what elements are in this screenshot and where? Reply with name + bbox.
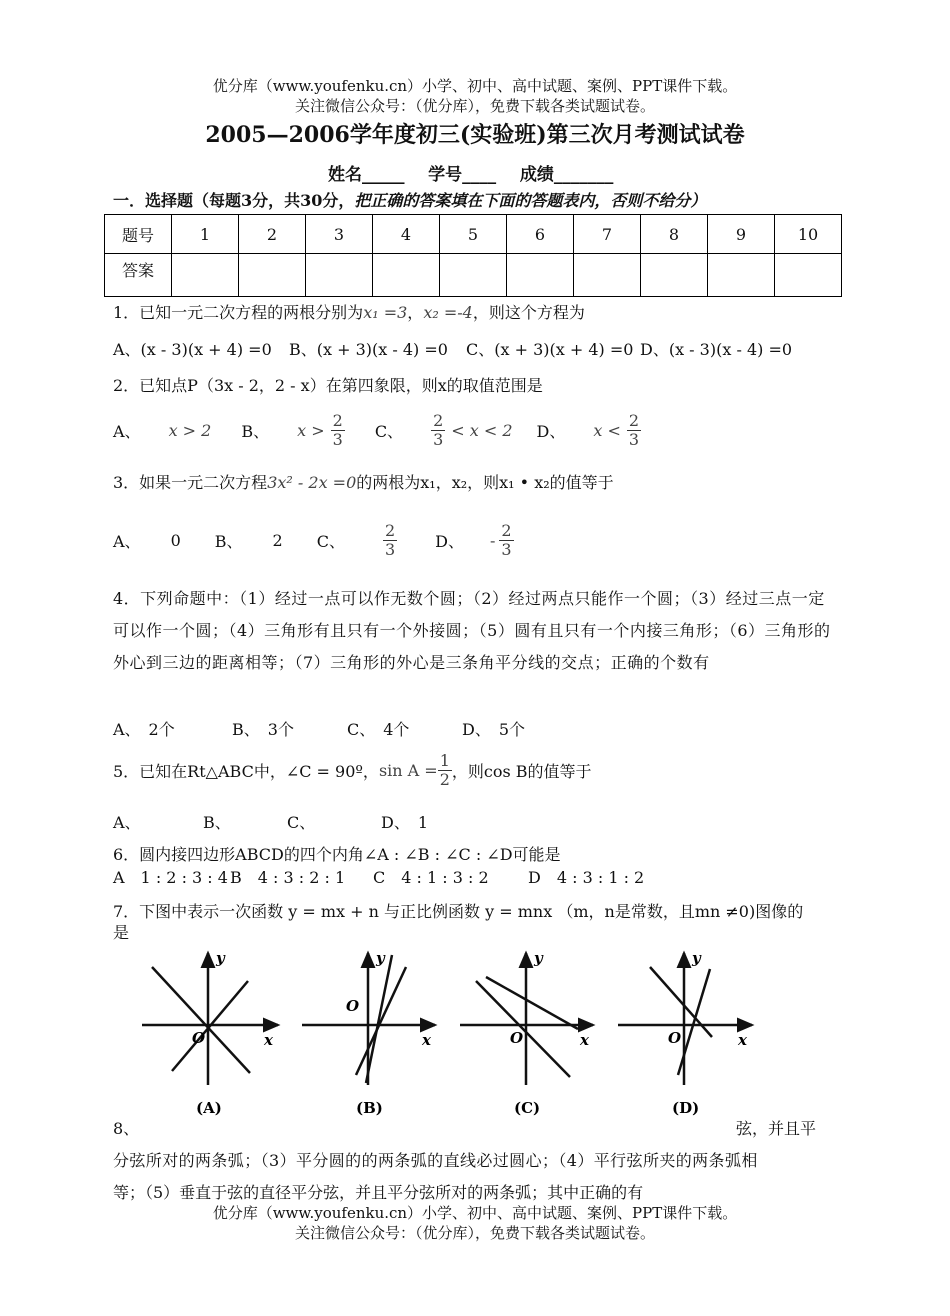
answer-table-number: 1 [172, 215, 239, 254]
graph-b-x-label: x [422, 1031, 431, 1049]
graph-d-y-label: y [692, 949, 701, 967]
answer-table-number: 5 [440, 215, 507, 254]
section-1-heading-plain: 一．选择题（每题3分，共30分， [113, 191, 355, 210]
graph-b[interactable] [302, 949, 435, 1117]
q2-option-c-frac-den: 3 [433, 429, 444, 449]
q1-stem-a: 1．已知一元二次方程的两根分别为 [113, 303, 364, 322]
q7-stem-line1: 7．下图中表示一次函数 y = mx + n 与正比例函数 y = mnx （m，n是常数，且mn ≠0)图像的 [113, 902, 804, 921]
q4-option-c: C、 4个 [347, 720, 410, 739]
q1-x1: x₁ =3 [363, 303, 408, 322]
q5-fraction [438, 752, 452, 789]
graph-a-line-1 [152, 967, 250, 1073]
q3-stem [113, 470, 614, 493]
graph-c-line-1 [486, 977, 578, 1029]
graph-c-origin-label: O [510, 1029, 524, 1047]
answer-table-answer-row [105, 254, 842, 297]
q2-option-c-fraction [431, 412, 445, 449]
graph-d-origin-label: O [668, 1029, 682, 1047]
graph-d-x-label: x [738, 1031, 747, 1049]
answer-table [104, 214, 842, 297]
q5-option-b: B、 [203, 813, 231, 832]
graph-b-caption: (B) [356, 1099, 383, 1117]
q3-option-b-label: B、 [214, 531, 243, 551]
q7-stem-line2: 是 [113, 923, 130, 942]
q8-line-2: 分弦所对的两条弧；（3）平分圆的的两条弧的直线必过圆心；（4）平行弦所夹的两条弧相 [113, 1151, 758, 1170]
graph-a-origin-label: O [192, 1029, 206, 1047]
q5-frac-den: 2 [439, 769, 450, 789]
answer-cell[interactable] [775, 254, 842, 297]
q5-stem-b: ，则cos B的值等于 [451, 761, 592, 781]
q3-stem-b: 的两根为x₁，x₂，则x₁ • x₂的值等于 [356, 473, 614, 492]
q3-stem-a: 3．如果一元二次方程 [113, 473, 268, 492]
q2-option-a-expr: x > 2 [168, 420, 212, 440]
answer-cell[interactable] [306, 254, 373, 297]
graph-b-line-1 [366, 955, 392, 1083]
footer-line-1: 优分库（www.youfenku.cn）小学、初中、高中试题、案例、PPT课件下载。 [212, 1204, 738, 1222]
graph-c-y-label: y [534, 949, 543, 967]
q3-option-d-sign: - [489, 530, 496, 550]
q2-option-b-expr: x > [297, 420, 325, 440]
answer-cell[interactable] [641, 254, 708, 297]
q2-option-c-expr: < x < 2 [451, 420, 513, 440]
header-line-1: 优分库（www.youfenku.cn）小学、初中、高中试题、案例、PPT课件下载。 [212, 77, 738, 95]
section-1-heading [113, 188, 706, 211]
q7-graphs [130, 945, 770, 1120]
graph-d-line-1 [650, 967, 712, 1037]
q6-option-c: C 4 : 1 : 3 : 2 [373, 868, 489, 887]
graph-a[interactable] [142, 949, 278, 1117]
q2-option-d-frac-den: 3 [628, 429, 640, 449]
q6-stem: 6．圆内接四边形ABCD的四个内角∠A : ∠B : ∠C : ∠D可能是 [113, 845, 561, 864]
q5-stem-a: 5．已知在Rt△ABC中，∠C = 90º， [113, 761, 379, 781]
answer-cell[interactable] [172, 254, 239, 297]
section-1-heading-italic: 把正确的答案填在下面的答题表内，否则不给分） [354, 191, 707, 210]
answer-table-number-row [105, 215, 842, 254]
answer-table-number: 8 [641, 215, 708, 254]
graph-d[interactable] [618, 949, 752, 1117]
q2-option-b-label: B、 [241, 421, 270, 441]
q4-option-b: B、 3个 [232, 720, 294, 739]
q3-option-c-frac-den: 3 [384, 539, 396, 559]
answer-cell[interactable] [440, 254, 507, 297]
q2-option-d-expr: x < [593, 420, 621, 440]
answer-cell[interactable] [373, 254, 440, 297]
q3-option-d-frac-num: 2 [501, 520, 512, 540]
graph-b-line-2 [356, 967, 406, 1075]
graph-d-caption: (D) [672, 1099, 700, 1117]
graph-c-x-label: x [580, 1031, 589, 1049]
graph-b-origin-label: O [346, 997, 360, 1015]
q3-option-a-value: 0 [170, 530, 181, 550]
q1-option-c: C、(x + 3)(x + 4) =0 [466, 340, 634, 359]
q2-option-d-label: D、 [536, 421, 566, 441]
q5-option-c: C、 [287, 813, 316, 832]
q4-option-d: D、 5个 [462, 720, 526, 739]
q2-option-a-label: A、 [113, 421, 141, 441]
student-info-line: 姓名_____ 学号____ 成绩_______ [328, 165, 614, 185]
q2-option-c-label: C、 [374, 421, 404, 441]
q2-option-d-fraction [627, 412, 641, 449]
q3-option-a-label: A、 [113, 531, 141, 551]
q2-option-b-frac-den: 3 [332, 429, 343, 449]
q6-option-a: A 1 : 2 : 3 : 4 [113, 868, 228, 887]
answer-cell[interactable] [708, 254, 775, 297]
answer-table-number: 6 [507, 215, 574, 254]
q3-options [113, 518, 514, 562]
q2-stem: 2．已知点P（3x - 2，2 - x）在第四象限，则x的取值范围是 [113, 376, 543, 395]
answer-cell[interactable] [507, 254, 574, 297]
q1-option-a: A、(x - 3)(x + 4) =0 [113, 340, 272, 359]
q3-option-d-frac-den: 3 [501, 539, 512, 559]
graph-b-y-label: y [376, 949, 385, 967]
q3-equation: 3x² - 2x =0 [267, 473, 357, 492]
q1-stem-b: ，则这个方程为 [472, 303, 585, 322]
q1-option-b: B、(x + 3)(x - 4) =0 [289, 340, 448, 359]
q3-option-d-fraction [499, 522, 513, 559]
answer-table-number: 2 [239, 215, 306, 254]
q4-text: 4．下列命题中：（1）经过一点可以作无数个圆；（2）经过两点只能作一个圆；（3）经过三点一定可以作一个圆；（4）三角形有且只有一个外接圆；（5）圆有且只有一个内接三角形；（6）三角形的外心到三边的距离相等；（7）三角形的外心是三条角平分线的交点；正确的个数有 [113, 589, 831, 672]
graph-c-caption: (C) [514, 1099, 541, 1117]
q3-option-b-value: 2 [272, 530, 283, 550]
q8-line-3: 等；（5）垂直于弦的直径平分弦，并且平分弦所对的两条弧；其中正确的有 [113, 1183, 644, 1202]
q1-x2: x₂ =-4 [423, 303, 473, 322]
q3-option-c-fraction [383, 522, 397, 559]
answer-cell[interactable] [574, 254, 641, 297]
q6-option-b: B 4 : 3 : 2 : 1 [230, 868, 346, 887]
q2-option-b-frac-num: 2 [332, 410, 343, 430]
q2-option-c-frac-num: 2 [433, 410, 444, 430]
q5-option-a: A、 [113, 813, 141, 832]
q4-option-a: A、 2个 [113, 720, 175, 739]
q1-stem: 1．已知一元二次方程的两根分别为x₁ =3，x₂ =-4，则这个方程为 [113, 303, 585, 322]
page-title: 2005—2006学年度初三(实验班)第三次月考测试试卷 [205, 122, 745, 148]
answer-table-number: 9 [708, 215, 775, 254]
q5-option-d: D、 1 [381, 813, 429, 832]
q8-end-fragment: 弦，并且平 [736, 1119, 817, 1138]
header-line-2: 关注微信公众号：（优分库），免费下载各类试题试卷。 [294, 97, 655, 115]
q6-option-d: D 4 : 3 : 1 : 2 [528, 868, 645, 887]
answer-table-number: 7 [574, 215, 641, 254]
graph-c[interactable] [460, 949, 593, 1117]
answer-table-number: 3 [306, 215, 373, 254]
answer-table-row2-label: 答案 [105, 254, 172, 297]
q3-option-d-label: D、 [435, 531, 464, 551]
answer-table-number: 4 [373, 215, 440, 254]
q1-option-d: D、(x - 3)(x - 4) =0 [640, 340, 793, 359]
graph-a-y-label: y [216, 949, 225, 967]
q5-stem [113, 748, 592, 792]
graph-a-caption: (A) [196, 1099, 222, 1117]
q2-option-d-frac-num: 2 [628, 410, 640, 430]
answer-cell[interactable] [239, 254, 306, 297]
graph-a-x-label: x [264, 1031, 273, 1049]
q8-start: 8、 [113, 1119, 140, 1138]
q3-option-c-frac-num: 2 [384, 520, 396, 540]
q3-option-c-label: C、 [316, 531, 345, 551]
q5-frac-num: 1 [439, 750, 450, 770]
q2-options [113, 408, 641, 452]
answer-table-number: 10 [775, 215, 842, 254]
footer-line-2: 关注微信公众号：（优分库），免费下载各类试题试卷。 [294, 1224, 655, 1242]
answer-table-row1-label: 题号 [105, 215, 172, 254]
q5-sin-expr: sin A = [378, 760, 438, 780]
q2-option-b-fraction [331, 412, 345, 449]
